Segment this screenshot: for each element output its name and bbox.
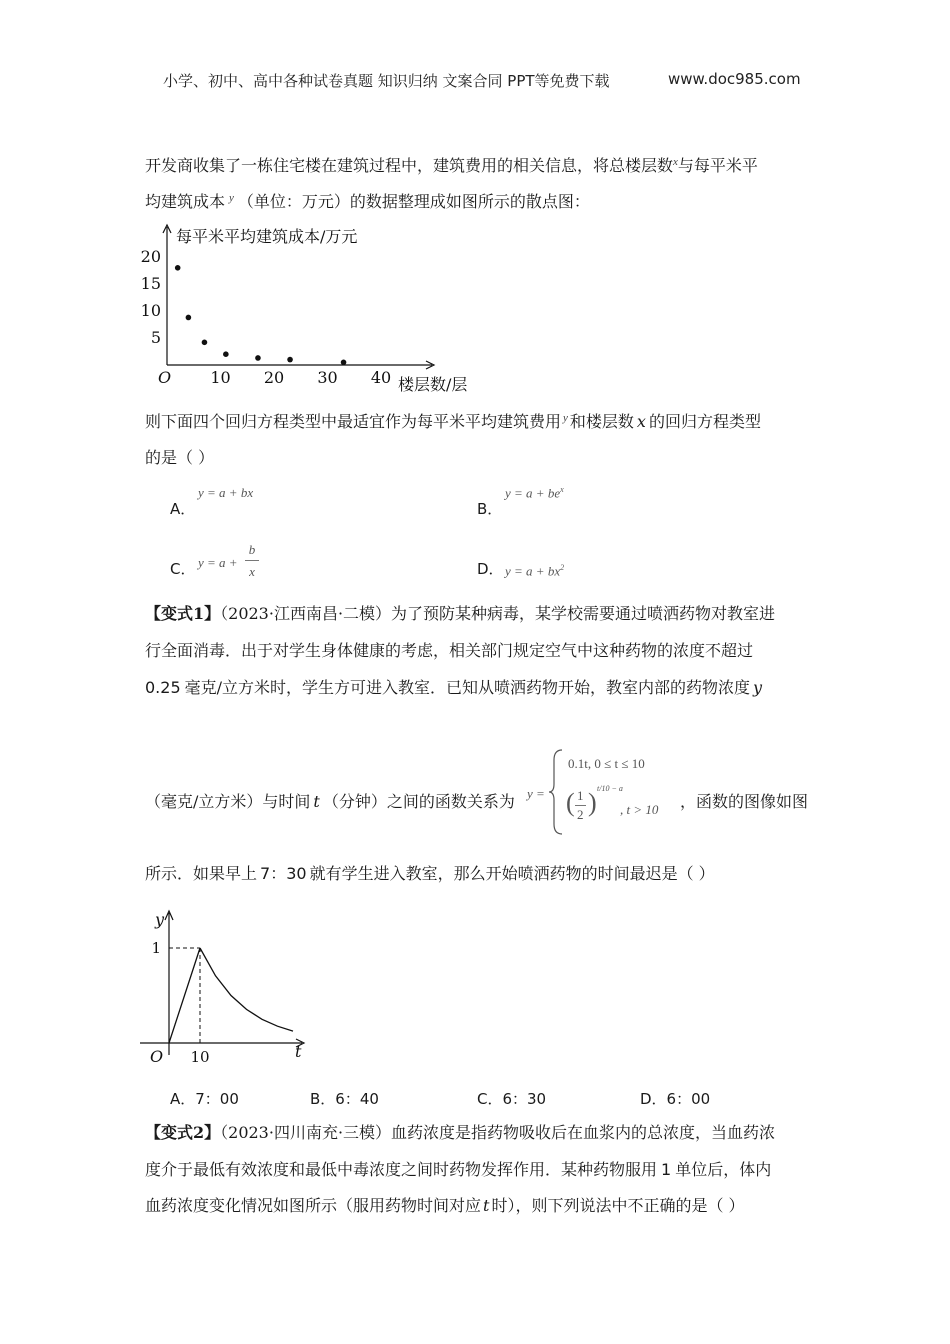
series-line-decay bbox=[200, 948, 293, 1031]
option-c-numerator: b bbox=[248, 542, 256, 557]
v1-line-5 bbox=[145, 866, 715, 882]
v1-text: 就有学生进入教室，那么开始喷洒药物的时间最迟是（ ） bbox=[309, 864, 715, 883]
piecewise-case-1: 0.1t, 0 ≤ t ≤ 10 bbox=[568, 756, 645, 771]
scatter-point bbox=[341, 360, 347, 366]
scatter-point bbox=[175, 265, 181, 271]
scatter-point bbox=[287, 357, 293, 363]
option-a-letter[interactable]: A． bbox=[170, 500, 196, 518]
q1-text: 与每平米平 bbox=[677, 156, 758, 175]
series-line-rising bbox=[169, 948, 200, 1043]
y-axis-label: 每平米平均建筑成本/万元 bbox=[176, 227, 358, 246]
q1-question-line-1 bbox=[145, 413, 761, 430]
q1-question-line-2: 的是（ ） bbox=[145, 448, 215, 467]
v1-line-4-right: ，函数的图像如图 bbox=[680, 792, 809, 811]
var-t: t bbox=[483, 1196, 490, 1215]
v2-line-3 bbox=[145, 1198, 745, 1214]
piecewise-lhs: y = bbox=[527, 786, 545, 801]
piecewise-base-bar bbox=[575, 805, 586, 806]
v2-line-2 bbox=[145, 1162, 771, 1178]
v2-text: 血药浓度变化情况如图所示（服用药物时间对应 bbox=[145, 1196, 482, 1215]
option-b-exponent: x bbox=[560, 485, 564, 494]
v2-text: （2023·四川南充·三模）血药浓度是指药物吸收后在血浆内的总浓度，当血药浓 bbox=[220, 1123, 776, 1142]
y-axis-label: y bbox=[155, 910, 165, 929]
x-tick-label: 20 bbox=[263, 368, 285, 387]
var-y: y bbox=[229, 192, 234, 204]
scatter-point bbox=[202, 340, 208, 346]
q1-text: 则下面四个回归方程类型中最适宜作为每平米平均建筑费用 bbox=[145, 412, 562, 431]
v1-time: 7：30 bbox=[260, 864, 307, 883]
option-d-exponent: 2 bbox=[560, 563, 565, 572]
y-tick-label: 10 bbox=[140, 301, 161, 320]
v1-line-3 bbox=[145, 680, 762, 696]
x-tick-label: 10 bbox=[190, 1048, 210, 1065]
var-x: x bbox=[673, 156, 678, 168]
origin-label: O bbox=[158, 368, 172, 387]
option-c-fraction-bar bbox=[245, 560, 259, 561]
scatter-point bbox=[223, 351, 229, 357]
y-tick-label: 20 bbox=[140, 247, 161, 266]
option-b-equation bbox=[505, 485, 564, 501]
v2-text: 时），则下列说法中不正确的是（ ） bbox=[491, 1196, 745, 1215]
var-y: y bbox=[753, 678, 763, 697]
q1-text: （单位：万元）的数据整理成如图所示的散点图： bbox=[237, 192, 590, 211]
var-t: t bbox=[313, 792, 320, 811]
q1-text: 的回归方程类型 bbox=[648, 412, 761, 431]
y-tick-label: 1 bbox=[151, 939, 161, 957]
q1-text: 开发商收集了一栋住宅楼在建筑过程中，建筑费用的相关信息，将总楼层数 bbox=[145, 156, 674, 175]
v1-text: 所示．如果早上 bbox=[145, 864, 258, 883]
x-axis-label: 楼层数/层 bbox=[398, 375, 468, 394]
v1-option-c[interactable]: C．6：30 bbox=[477, 1090, 547, 1108]
piecewise-base-numerator: 1 bbox=[577, 788, 584, 803]
scatter-point bbox=[186, 315, 192, 321]
v1-text: （分钟）之间的函数关系为 bbox=[322, 792, 515, 811]
option-b-eq-text: y = a + be bbox=[505, 485, 561, 501]
header-banner: 小学、初中、高中各种试卷真题 知识归纳 文案合同 PPT等免费下载 bbox=[163, 72, 610, 90]
x-tick-label: 10 bbox=[210, 368, 231, 387]
var-x: x bbox=[636, 412, 646, 431]
piecewise-paren-right: ) bbox=[588, 788, 597, 817]
option-a-equation: y = a + bx bbox=[198, 485, 254, 500]
v2-text: 单位后，体内 bbox=[675, 1160, 772, 1179]
v1-text: 毫克/立方米时，学生方可进入教室．已知从喷洒药物开始，教室内部的药物浓度 bbox=[184, 678, 751, 697]
v1-line-4-left bbox=[145, 794, 515, 810]
q1-line-1 bbox=[145, 157, 758, 174]
y-tick-label: 5 bbox=[150, 328, 161, 347]
v1-line-2: 行全面消毒．出于对学生身体健康的考虑，相关部门规定空气中这种药物的浓度不超过 bbox=[145, 641, 754, 660]
option-d-eq-text: y = a + bx bbox=[505, 563, 561, 579]
scatter-point bbox=[255, 355, 261, 361]
v1-option-a[interactable]: A．7：00 bbox=[170, 1090, 239, 1108]
x-tick-label: 30 bbox=[317, 368, 338, 387]
v2-number: 1 bbox=[661, 1160, 672, 1179]
option-c-denominator: x bbox=[249, 564, 255, 579]
x-tick-label: 40 bbox=[370, 368, 392, 387]
x-axis-label: t bbox=[295, 1042, 302, 1061]
q1-text: 和楼层数 bbox=[569, 412, 634, 431]
origin-label: O bbox=[150, 1047, 164, 1065]
v1-text: （2023·江西南昌·二模）为了预防某种病毒，某学校需要通过喷洒药物对教室进 bbox=[220, 604, 776, 623]
v1-option-b[interactable]: B．6：40 bbox=[310, 1090, 379, 1108]
var-y: y bbox=[563, 412, 568, 424]
v2-text: 度介于最低有效浓度和最低中毒浓度之间时药物发挥作用．某种药物服用 bbox=[145, 1160, 658, 1179]
option-c-letter[interactable]: C． bbox=[170, 560, 196, 578]
v1-text: （毫克/立方米）与时间 bbox=[145, 792, 311, 811]
q1-line-2 bbox=[145, 193, 590, 210]
piecewise-exponent: t/10 − a bbox=[597, 784, 623, 793]
v1-tag: 【变式1】 bbox=[145, 604, 221, 623]
v1-option-d[interactable]: D．6：00 bbox=[640, 1090, 711, 1108]
v1-number: 0.25 bbox=[145, 678, 181, 697]
scatter-chart bbox=[140, 222, 490, 397]
v2-line-1 bbox=[145, 1125, 775, 1141]
option-d-letter[interactable]: D． bbox=[477, 560, 504, 578]
option-c-eq-left: y = a + bbox=[198, 555, 238, 570]
v1-line-1 bbox=[145, 606, 775, 622]
option-b-letter[interactable]: B． bbox=[477, 500, 503, 518]
q1-text: 均建筑成本 bbox=[145, 192, 226, 211]
header-url[interactable]: www.doc985.com bbox=[668, 70, 801, 88]
concentration-chart bbox=[140, 905, 320, 1065]
v2-tag: 【变式2】 bbox=[145, 1123, 221, 1142]
piecewise-base-denominator: 2 bbox=[577, 807, 584, 822]
piecewise-paren-left: ( bbox=[566, 788, 575, 817]
option-d-equation bbox=[505, 563, 564, 579]
y-tick-label: 15 bbox=[140, 274, 161, 293]
piecewise-brace bbox=[548, 748, 566, 836]
piecewise-case-2-condition: , t > 10 bbox=[620, 802, 659, 817]
